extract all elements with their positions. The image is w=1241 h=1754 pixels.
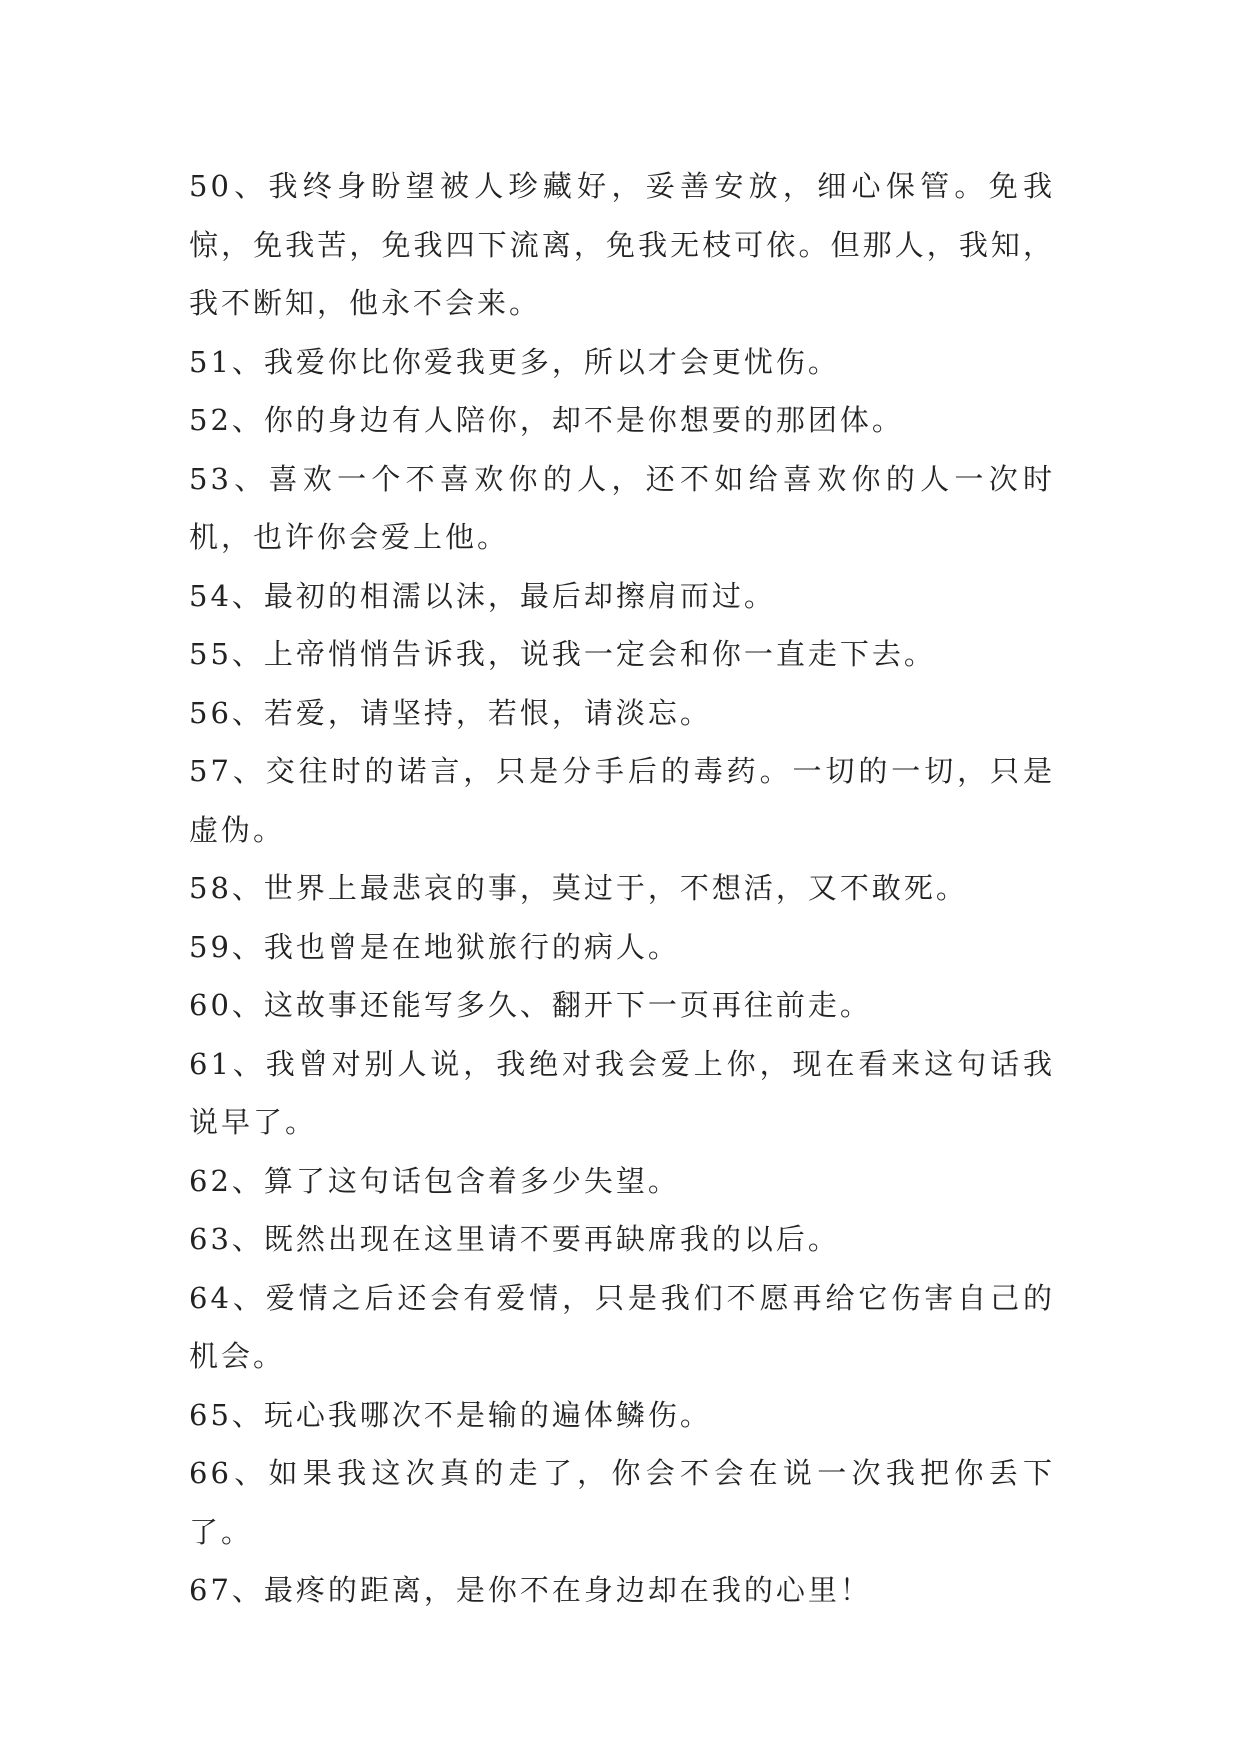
paragraph-61: 61、我曾对别人说，我绝对我会爱上你，现在看来这句话我说早了。 [189, 1046, 1055, 1139]
paragraph-59: 59、我也曾是在地狱旅行的病人。 [189, 929, 680, 964]
paragraph-52: 52、你的身边有人陪你，却不是你想要的那团体。 [189, 403, 904, 437]
paragraph-63: 63、既然出现在这里请不要再缺席我的以后。 [189, 1222, 840, 1256]
paragraph-58: 58、世界上最悲哀的事，莫过于，不想活，又不敢死。 [189, 871, 968, 905]
paragraph-55: 55、上帝悄悄告诉我，说我一定会和你一直走下去。 [189, 637, 936, 671]
paragraph-50: 50、我终身盼望被人珍藏好，妥善安放，细心保管。免我惊，免我苦，免我四下流离，免我无枝可依。但那人，我知，我不断知，他永不会来。 [189, 169, 1055, 320]
paragraph-53: 53、喜欢一个不喜欢你的人，还不如给喜欢你的人一次时机，也许你会爱上他。 [189, 461, 1055, 554]
document-body [189, 157, 1055, 1620]
paragraph-51: 51、我爱你比你爱我更多，所以才会更忧伤。 [189, 344, 840, 379]
paragraph-54: 54、最初的相濡以沫，最后却擦肩而过。 [189, 578, 776, 613]
paragraph-62: 62、算了这句话包含着多少失望。 [189, 1163, 680, 1198]
paragraph-65: 65、玩心我哪次不是输的遍体鳞伤。 [189, 1397, 712, 1432]
paragraph-57: 57、交往时的诺言，只是分手后的毒药。一切的一切，只是虚伪。 [189, 754, 1055, 847]
paragraph-64: 64、爱情之后还会有爱情，只是我们不愿再给它伤害自己的机会。 [189, 1280, 1055, 1373]
paragraph-56: 56、若爱，请坚持，若恨，请淡忘。 [189, 695, 712, 730]
paragraph-67: 67、最疼的距离，是你不在身边却在我的心里！ [189, 1573, 872, 1607]
paragraph-60: 60、这故事还能写多久、翻开下一页再往前走。 [189, 988, 872, 1022]
paragraph-66: 66、如果我这次真的走了，你会不会在说一次我把你丢下了。 [189, 1456, 1055, 1549]
